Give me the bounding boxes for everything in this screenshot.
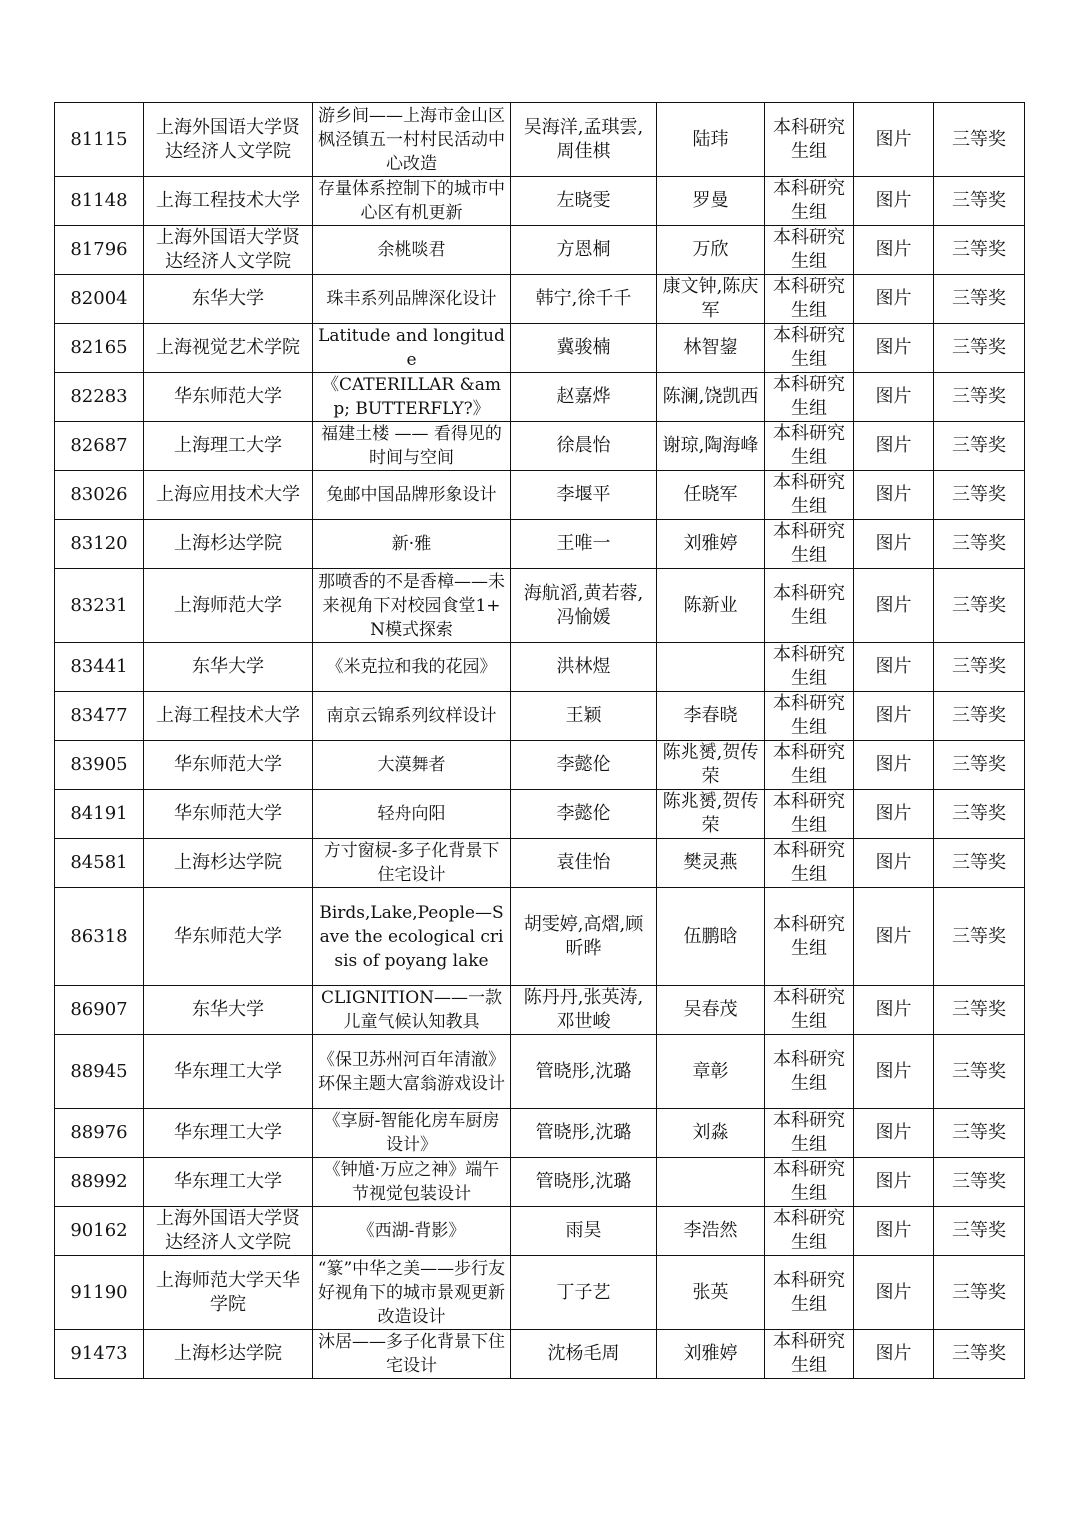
cell-id: 81796 [55,226,144,275]
cell-id: 83120 [55,520,144,569]
cell-id: 83477 [55,692,144,741]
cell-authors: 方恩桐 [511,226,657,275]
cell-group: 本科研究生组 [765,741,854,790]
cell-type: 图片 [854,790,934,839]
cell-type: 图片 [854,1158,934,1207]
cell-award: 三等奖 [934,790,1025,839]
cell-award: 三等奖 [934,275,1025,324]
cell-title: 福建土楼 —— 看得见的时间与空间 [313,422,511,471]
cell-school: 上海杉达学院 [144,839,313,888]
cell-type: 图片 [854,1035,934,1109]
cell-group: 本科研究生组 [765,275,854,324]
cell-award: 三等奖 [934,888,1025,986]
cell-id: 82004 [55,275,144,324]
cell-type: 图片 [854,324,934,373]
cell-authors: 胡雯婷,高熠,顾昕晔 [511,888,657,986]
cell-award: 三等奖 [934,643,1025,692]
table-row [55,373,1025,422]
cell-authors: 赵嘉烨 [511,373,657,422]
cell-type: 图片 [854,422,934,471]
cell-school: 上海应用技术大学 [144,471,313,520]
cell-type: 图片 [854,275,934,324]
cell-group: 本科研究生组 [765,471,854,520]
cell-authors: 韩宁,徐千千 [511,275,657,324]
cell-title: 沐居——多子化背景下住宅设计 [313,1330,511,1379]
cell-authors: 王颖 [511,692,657,741]
cell-school: 华东师范大学 [144,741,313,790]
cell-advisor: 陈澜,饶凯西 [657,373,765,422]
cell-group: 本科研究生组 [765,569,854,643]
cell-id: 91190 [55,1256,144,1330]
cell-authors: 管晓彤,沈璐 [511,1158,657,1207]
table-row [55,471,1025,520]
table-row [55,888,1025,986]
table-row [55,790,1025,839]
table-row [55,275,1025,324]
cell-school: 上海外国语大学贤达经济人文学院 [144,1207,313,1256]
cell-award: 三等奖 [934,177,1025,226]
cell-type: 图片 [854,1256,934,1330]
cell-school: 东华大学 [144,643,313,692]
cell-authors: 王唯一 [511,520,657,569]
cell-authors: 沈杨毛周 [511,1330,657,1379]
cell-authors: 洪林煜 [511,643,657,692]
cell-title: 《西湖-背影》 [313,1207,511,1256]
cell-title: Latitude and longitude [313,324,511,373]
cell-type: 图片 [854,471,934,520]
cell-id: 91473 [55,1330,144,1379]
cell-group: 本科研究生组 [765,373,854,422]
cell-type: 图片 [854,1330,934,1379]
cell-type: 图片 [854,177,934,226]
cell-advisor [657,643,765,692]
table-row [55,839,1025,888]
cell-authors: 雨昊 [511,1207,657,1256]
table-row [55,103,1025,177]
cell-type: 图片 [854,692,934,741]
cell-advisor: 樊灵燕 [657,839,765,888]
cell-award: 三等奖 [934,1158,1025,1207]
cell-id: 86318 [55,888,144,986]
cell-id: 83905 [55,741,144,790]
cell-id: 88945 [55,1035,144,1109]
table-row [55,520,1025,569]
cell-group: 本科研究生组 [765,839,854,888]
cell-school: 上海工程技术大学 [144,692,313,741]
cell-award: 三等奖 [934,1256,1025,1330]
cell-title: Birds,Lake,People—Save the ecological crisis of poyang lake [313,888,511,986]
table-row [55,1035,1025,1109]
cell-advisor: 章彰 [657,1035,765,1109]
cell-authors: 陈丹丹,张英涛,邓世峻 [511,986,657,1035]
cell-advisor: 李春晓 [657,692,765,741]
cell-authors: 海航滔,黄若蓉,冯愉媛 [511,569,657,643]
cell-advisor: 刘雅婷 [657,520,765,569]
cell-authors: 袁佳怡 [511,839,657,888]
cell-advisor: 陈新业 [657,569,765,643]
cell-title: 余桃啖君 [313,226,511,275]
cell-group: 本科研究生组 [765,103,854,177]
cell-award: 三等奖 [934,422,1025,471]
cell-school: 上海外国语大学贤达经济人文学院 [144,226,313,275]
cell-id: 88976 [55,1109,144,1158]
cell-award: 三等奖 [934,569,1025,643]
cell-award: 三等奖 [934,839,1025,888]
cell-school: 上海师范大学 [144,569,313,643]
cell-award: 三等奖 [934,373,1025,422]
cell-authors: 左晓雯 [511,177,657,226]
cell-group: 本科研究生组 [765,1158,854,1207]
cell-school: 上海杉达学院 [144,1330,313,1379]
cell-award: 三等奖 [934,692,1025,741]
cell-group: 本科研究生组 [765,986,854,1035]
cell-school: 上海视觉艺术学院 [144,324,313,373]
cell-type: 图片 [854,569,934,643]
cell-school: 上海理工大学 [144,422,313,471]
cell-advisor: 陆玮 [657,103,765,177]
cell-group: 本科研究生组 [765,520,854,569]
cell-id: 88992 [55,1158,144,1207]
cell-authors: 李懿伦 [511,790,657,839]
cell-school: 华东理工大学 [144,1109,313,1158]
cell-group: 本科研究生组 [765,790,854,839]
cell-authors: 冀骏楠 [511,324,657,373]
cell-type: 图片 [854,741,934,790]
cell-title: “篆”中华之美——步行友好视角下的城市景观更新改造设计 [313,1256,511,1330]
table-row [55,1158,1025,1207]
cell-authors: 管晓彤,沈璐 [511,1035,657,1109]
cell-group: 本科研究生组 [765,324,854,373]
cell-title: 兔邮中国品牌形象设计 [313,471,511,520]
table-row [55,324,1025,373]
cell-type: 图片 [854,986,934,1035]
table-row [55,643,1025,692]
cell-school: 上海外国语大学贤达经济人文学院 [144,103,313,177]
cell-advisor: 陈兆赟,贺传荣 [657,741,765,790]
cell-id: 83231 [55,569,144,643]
cell-award: 三等奖 [934,324,1025,373]
cell-school: 上海师范大学天华学院 [144,1256,313,1330]
cell-group: 本科研究生组 [765,1330,854,1379]
cell-advisor: 刘淼 [657,1109,765,1158]
cell-authors: 徐晨怡 [511,422,657,471]
cell-award: 三等奖 [934,986,1025,1035]
cell-award: 三等奖 [934,520,1025,569]
cell-award: 三等奖 [934,1330,1025,1379]
cell-title: 《CATERILLAR &amp; BUTTERFLY?》 [313,373,511,422]
cell-award: 三等奖 [934,1207,1025,1256]
table-row [55,177,1025,226]
cell-school: 上海工程技术大学 [144,177,313,226]
cell-group: 本科研究生组 [765,226,854,275]
cell-group: 本科研究生组 [765,643,854,692]
table-row [55,1207,1025,1256]
cell-type: 图片 [854,888,934,986]
cell-id: 82283 [55,373,144,422]
cell-advisor: 任晓军 [657,471,765,520]
cell-group: 本科研究生组 [765,692,854,741]
cell-award: 三等奖 [934,471,1025,520]
cell-title: 轻舟向阳 [313,790,511,839]
cell-title: CLIGNITION——一款儿童气候认知教具 [313,986,511,1035]
cell-school: 上海杉达学院 [144,520,313,569]
cell-school: 东华大学 [144,986,313,1035]
cell-group: 本科研究生组 [765,1256,854,1330]
cell-group: 本科研究生组 [765,888,854,986]
cell-advisor: 谢琼,陶海峰 [657,422,765,471]
cell-group: 本科研究生组 [765,177,854,226]
table-row [55,1256,1025,1330]
cell-advisor: 康文钟,陈庆军 [657,275,765,324]
cell-group: 本科研究生组 [765,422,854,471]
cell-award: 三等奖 [934,741,1025,790]
cell-title: 《保卫苏州河百年清澈》环保主题大富翁游戏设计 [313,1035,511,1109]
cell-id: 81148 [55,177,144,226]
cell-authors: 吴海洋,孟琪雲,周佳棋 [511,103,657,177]
cell-group: 本科研究生组 [765,1207,854,1256]
cell-advisor [657,1158,765,1207]
cell-group: 本科研究生组 [765,1109,854,1158]
cell-title: 存量体系控制下的城市中心区有机更新 [313,177,511,226]
cell-id: 84191 [55,790,144,839]
cell-title: 游乡间——上海市金山区枫泾镇五一村村民活动中心改造 [313,103,511,177]
cell-id: 81115 [55,103,144,177]
table-row [55,1330,1025,1379]
cell-award: 三等奖 [934,1035,1025,1109]
table-row [55,986,1025,1035]
table-body [55,103,1025,1379]
cell-type: 图片 [854,373,934,422]
cell-advisor: 罗曼 [657,177,765,226]
cell-id: 82165 [55,324,144,373]
cell-school: 东华大学 [144,275,313,324]
cell-advisor: 伍鹏晗 [657,888,765,986]
cell-advisor: 陈兆赟,贺传荣 [657,790,765,839]
cell-group: 本科研究生组 [765,1035,854,1109]
cell-authors: 李堰平 [511,471,657,520]
cell-title: 新·雅 [313,520,511,569]
cell-id: 84581 [55,839,144,888]
cell-authors: 管晓彤,沈璐 [511,1109,657,1158]
cell-award: 三等奖 [934,1109,1025,1158]
cell-advisor: 张英 [657,1256,765,1330]
table-row [55,226,1025,275]
table-row [55,741,1025,790]
cell-advisor: 万欣 [657,226,765,275]
cell-type: 图片 [854,103,934,177]
cell-award: 三等奖 [934,103,1025,177]
table-row [55,1109,1025,1158]
cell-school: 华东理工大学 [144,1035,313,1109]
cell-authors: 李懿伦 [511,741,657,790]
table-row [55,692,1025,741]
cell-title: 珠丰系列品牌深化设计 [313,275,511,324]
cell-advisor: 刘雅婷 [657,1330,765,1379]
cell-type: 图片 [854,839,934,888]
table-row [55,569,1025,643]
cell-title: 南京云锦系列纹样设计 [313,692,511,741]
cell-title: 《钟馗·万应之神》端午节视觉包装设计 [313,1158,511,1207]
cell-type: 图片 [854,1109,934,1158]
cell-id: 86907 [55,986,144,1035]
cell-advisor: 林智鋆 [657,324,765,373]
cell-type: 图片 [854,1207,934,1256]
cell-school: 华东理工大学 [144,1158,313,1207]
cell-school: 华东师范大学 [144,373,313,422]
cell-title: 大漠舞者 [313,741,511,790]
cell-school: 华东师范大学 [144,888,313,986]
cell-id: 90162 [55,1207,144,1256]
cell-title: 《享厨-智能化房车厨房设计》 [313,1109,511,1158]
cell-advisor: 吴春茂 [657,986,765,1035]
cell-school: 华东师范大学 [144,790,313,839]
cell-id: 83441 [55,643,144,692]
cell-type: 图片 [854,643,934,692]
cell-id: 82687 [55,422,144,471]
cell-title: 《米克拉和我的花园》 [313,643,511,692]
cell-type: 图片 [854,520,934,569]
cell-id: 83026 [55,471,144,520]
cell-award: 三等奖 [934,226,1025,275]
awards-table [54,102,1025,1379]
cell-authors: 丁子艺 [511,1256,657,1330]
cell-title: 方寸窗棂-多子化背景下住宅设计 [313,839,511,888]
cell-type: 图片 [854,226,934,275]
cell-title: 那喷香的不是香樟——未来视角下对校园食堂1+N模式探索 [313,569,511,643]
cell-advisor: 李浩然 [657,1207,765,1256]
table-row [55,422,1025,471]
